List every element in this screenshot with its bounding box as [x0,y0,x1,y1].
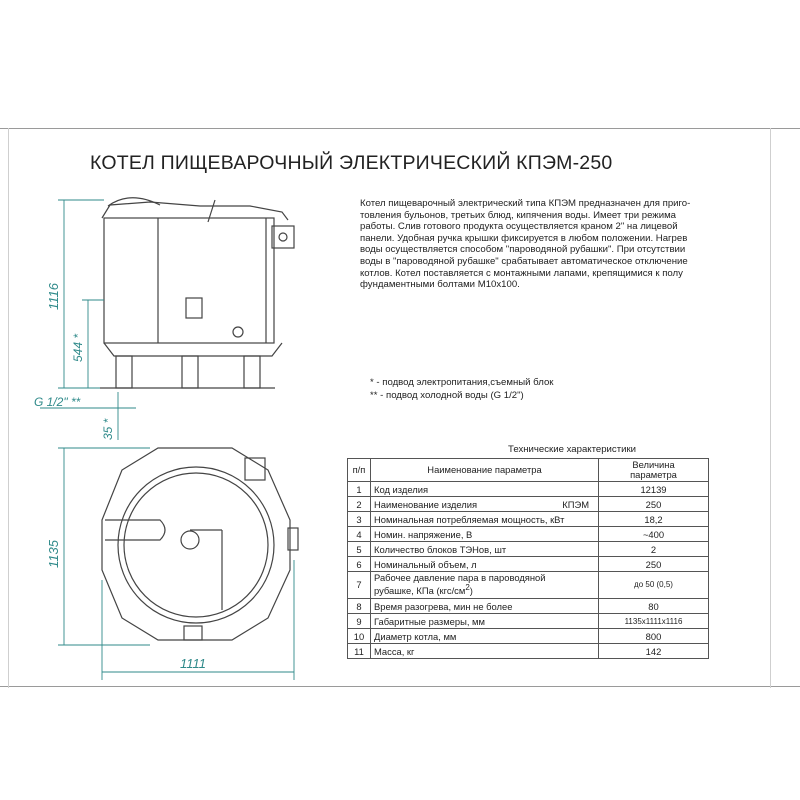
body-base [104,343,282,356]
header-num: п/п [348,459,371,482]
dim-gap-label: 35 * [101,418,115,440]
row-num: 8 [348,599,371,614]
description-line: панели. Удобная ручка крышки фиксируется в любом положении. Нагрев [360,232,688,244]
row-name: Номинальная потребляемая мощность, кВт [371,512,599,527]
row-num: 4 [348,527,371,542]
document-title: КОТЕЛ ПИЩЕВАРОЧНЫЙ ЭЛЕКТРИЧЕСКИЙ КПЭМ-250 [90,152,613,174]
row-num: 5 [348,542,371,557]
row-value: 80 [599,599,709,614]
vessel-inner [124,473,268,617]
description-line: фундаментными болтами М10х100. [360,279,520,291]
row-value: 250 [599,557,709,572]
row-num: 11 [348,644,371,659]
top-view [102,448,298,640]
leg-left [116,356,132,388]
leg-middle [182,356,198,388]
row-value: ~400 [599,527,709,542]
row-num: 7 [348,572,371,599]
row-value: до 50 (0,5) [599,572,709,599]
row-name: Масса, кг [371,644,599,659]
description-line: работы. Слив готового продукта осуществляется краном 2" на лицевой [360,221,678,233]
row-name-line1: Рабочее давление пара в пароводяной [374,572,546,584]
side-view [100,198,294,388]
dim-pipe-label: G 1/2" ** [34,395,81,409]
description-line: Котел пищеварочный электрический типа КПЭМ предназначен для приго- [360,198,691,209]
row-name: Время разогрева, мин не более [371,599,599,614]
row-name: Диаметр котла, мм [371,629,599,644]
specs-caption: Технические характеристики [508,444,637,455]
row-value: 800 [599,629,709,644]
lid-hinge [208,200,215,222]
vessel-rim [118,467,274,623]
drain-tap-icon [186,298,202,318]
row-name: Код изделия [371,482,599,497]
row-name-sup: 2 [465,583,470,593]
row-num: 1 [348,482,371,497]
gauge-icon [233,327,243,337]
row-value: 2 [599,542,709,557]
dim-depth-label: 1135 [46,540,61,568]
leg-right [244,356,260,388]
row-num: 6 [348,557,371,572]
row-num: 10 [348,629,371,644]
dim-height-label: 1116 [46,283,61,310]
header-value-line1: Величина [632,459,675,470]
top-control-box [245,458,265,480]
dim-width-label: 1111 [180,656,207,671]
footnote-water: ** - подвод холодной воды (G 1/2") [370,390,524,401]
row-name-extra: КПЭМ [562,498,589,510]
handle-icon [105,520,165,540]
footnote-electric: * - подвод электропитания,съемный блок [370,377,554,388]
row-num: 9 [348,614,371,629]
top-dimensions [58,448,294,680]
lid-outline [102,202,288,220]
header-value-line2: параметра [630,469,677,480]
description-line: воды в "пароводяной рубашке" срабатывает автоматическое отключение [360,255,688,267]
row-value: 18,2 [599,512,709,527]
description-line: котлов. Котел поставляется с монтажными лапами, крепящимися к полу [360,267,683,279]
description-line: воды осуществляется способом "пароводяной рубашки". При отсутствии [360,244,686,256]
drain-valve-icon [181,531,199,549]
row-name: Габаритные размеры, мм [371,614,599,629]
row-name: Номинальный объем, л [371,557,599,572]
row-num: 3 [348,512,371,527]
header-name: Наименование параметра [371,459,599,482]
row-value: 12139 [599,482,709,497]
row-name-end: ) [469,585,473,597]
row-name: Количество блоков ТЭНов, шт [371,542,599,557]
bottom-tap-icon [184,626,202,640]
row-num: 2 [348,497,371,512]
row-value: 1135х1111х1116 [599,614,709,629]
row-name: Номин. напряжение, В [371,527,599,542]
top-octagon [102,448,290,640]
row-value: 142 [599,644,709,659]
control-box [272,226,294,248]
description-line: товления бульонов, третьих блюд, кипячения воды. Имеет три режима [360,209,677,221]
row-name-line2-text: рубашке, КПа (кгс/см [374,585,466,597]
row-name-text: Наименование изделия [374,498,478,510]
control-knob-icon [279,233,287,241]
row-value: 250 [599,497,709,512]
dim-mid-label: 544 * [71,333,85,362]
body-outline [104,218,274,343]
